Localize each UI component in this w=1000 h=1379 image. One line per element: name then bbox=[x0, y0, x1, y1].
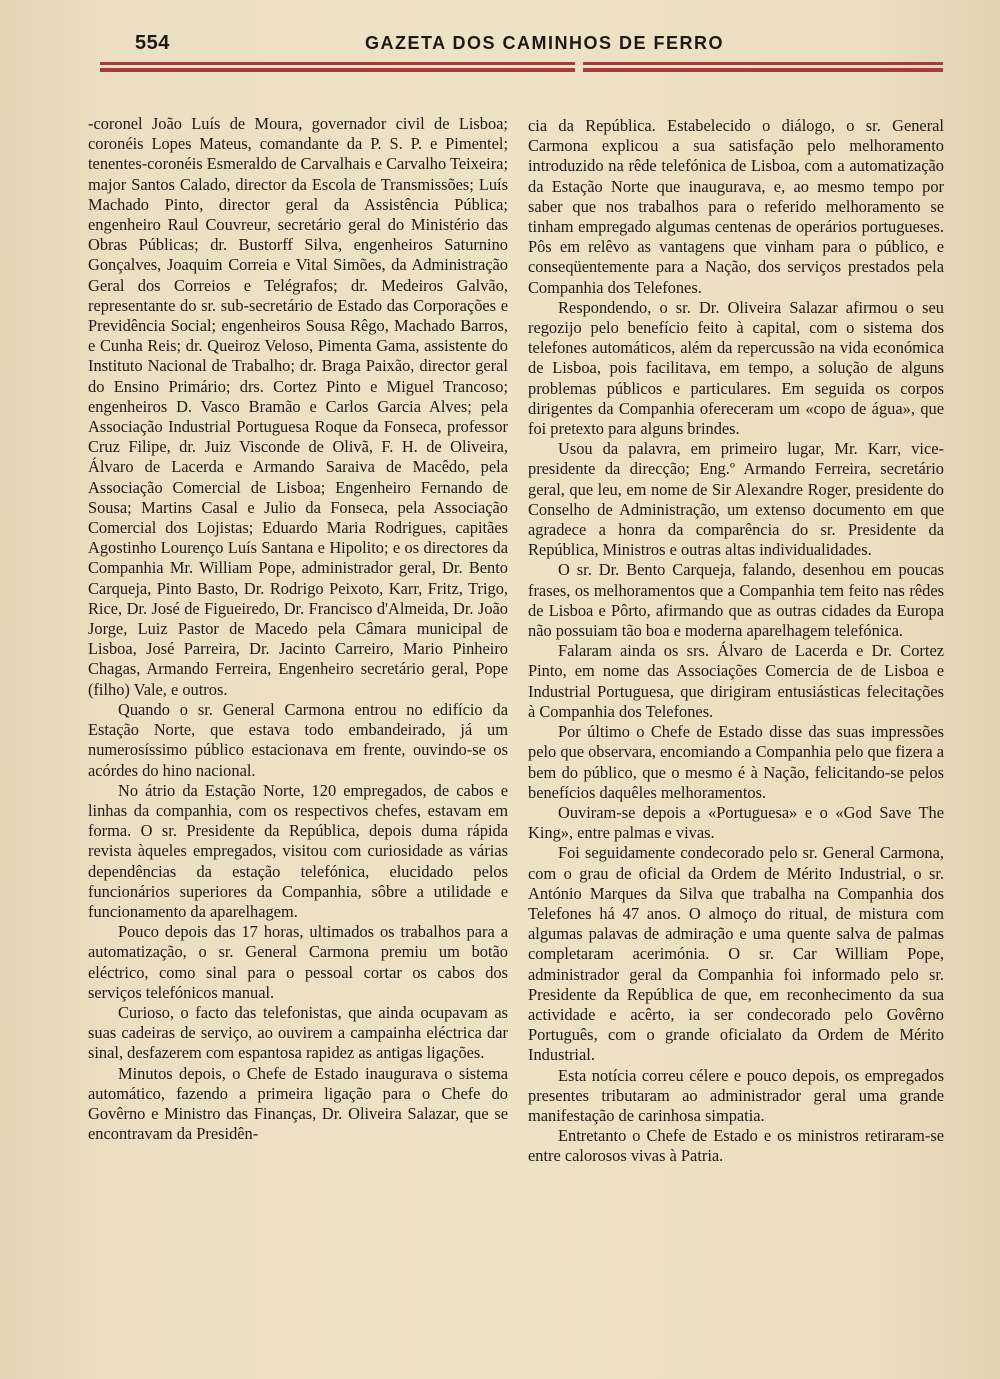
paragraph: Falaram ainda os srs. Álvaro de Lacerda e Dr. Cortez Pinto, em nome das Associações Comercia de de Lisboa e Industrial Portuguesa, que dirigiram entusiásticas felecitações à Companhia dos Telefones. bbox=[528, 641, 944, 721]
paragraph: Usou da palavra, em primeiro lugar, Mr. Karr, vice-presidente da direcção; Eng.º Armando Ferreira, secretário geral, que leu, em nome de Sir Alexandre Roger, presidente do Conselho de Administração, um extenso documento em que agradece a honra da comparência do sr. Presidente da República, Ministros e outras altas individualidades. bbox=[528, 439, 944, 560]
paragraph: No átrio da Estação Norte, 120 empregados, de cabos e linhas da companhia, com os respectivos chefes, estavam em forma. O sr. Presidente da República, depois duma rápida revista àqueles empregados, visitou com curiosidade as várias dependências da estação telefónica, elucidado pelos funcionários superiores da Companhia, sôbre a utilidade e funcionamento da aparelhagem. bbox=[88, 780, 508, 921]
paragraph: Por último o Chefe de Estado disse das suas impressões pelo que observara, encomiando a Companhia pelo que fizera a bem do público, que o mesmo é à Nação, felicitando-se pelos benefícios daquêles melhoramentos. bbox=[528, 722, 944, 802]
left-column bbox=[88, 114, 508, 1144]
right-column bbox=[528, 116, 944, 1167]
header-rule-bottom bbox=[100, 68, 943, 72]
paragraph: Respondendo, o sr. Dr. Oliveira Salazar afirmou o seu regozijo pelo benefício feito à capital, com o sistema dos telefones automáticos, além da repercussão na vida económica de Lisboa, pois facilitava, em tempo, a solução de alguns problemas públicos e particulares. Em seguida os corpos dirigentes da Companhia ofereceram um «copo de água», que foi pretexto para alguns brindes. bbox=[528, 297, 944, 439]
paragraph: Quando o sr. General Carmona entrou no edifício da Estação Norte, que estava todo embandeirado, já um numerosíssimo público estacionava em frente, ouvindo-se os acórdes do hino nacional. bbox=[88, 699, 508, 780]
paragraph: O sr. Dr. Bento Carqueja, falando, desenhou em poucas frases, os melhoramentos que a Companhia tem feito nas rêdes de Lisboa e Pôrto, afirmando que as outras cidades da Europa não possuiam tão boa e moderna aparelhagem telefónica. bbox=[528, 560, 944, 641]
paragraph: Foi seguidamente condecorado pelo sr. General Carmona, com o grau de oficial da Ordem de Mérito Industrial, o sr. António Marques da Silva que trabalha na Companhia dos Telefones há 47 anos. O almoço do ritual, de mistura com algumas palavas de admiração e uma quente salva de palmas completaram acerimónia. O sr. Car William Pope, administrador geral da Companhia foi informado pelo sr. Presidente da República de que, em reconhecimento da sua actividade e acêrto, ia ser condecorado pelo Govêrno Português, com o grande oficialato da Ordem de Mérito Industrial. bbox=[528, 843, 944, 1065]
paragraph: Entretanto o Chefe de Estado e os ministros retiraram-se entre calorosos vivas à Patria. bbox=[528, 1126, 944, 1166]
paragraph: Pouco depois das 17 horas, ultimados os trabalhos para a automatização, o sr. General Carmona premiu um botão eléctrico, como sinal para o pessoal cortar os cabos dos serviços telefónicos manual. bbox=[88, 922, 508, 1002]
header-rule-gap bbox=[575, 62, 583, 72]
paragraph: Esta notícia correu célere e pouco depois, os empregados presentes tributaram ao administrador geral uma grande manifestação de carinhosa simpatia. bbox=[528, 1065, 944, 1125]
paragraph: Ouviram-se depois a «Portuguesa» e o «God Save The King», entre palmas e vivas. bbox=[528, 802, 944, 843]
paragraph: Minutos depois, o Chefe de Estado inaugurava o sistema automático, fazendo a primeira ligação para o Chefe do Govêrno e Ministro das Finanças, Dr. Oliveira Salazar, que se encontravam da Presidên- bbox=[88, 1063, 508, 1144]
paragraph: cia da República. Estabelecido o diálogo, o sr. General Carmona explicou a sua satisfação pelo melhoramento introduzido na rêde telefónica de Lisboa, com a automatização da Estação Norte que inaugurava, e, ao mesmo tempo por saber que nos trabalhos para o referido melhoramento se tinham empregado algumas centenas de operários portugueses. Pôs em relêvo as vantagens que vinham para o público, e conseqüentemente para a Nação, dos serviços prestados pela Companhia dos Telefones. bbox=[528, 116, 944, 297]
page-header bbox=[100, 30, 945, 60]
paragraph: -coronel João Luís de Moura, governador civil de Lisboa; coronéis Lopes Mateus, comandante da P. S. P. e Pimentel; tenentes-coronéis Esmeraldo de Carvalhais e Carvalho Teixeira; major Santos Calado, director da Escola de Transmissões; Luís Machado Pinto, director geral da Assistência Pública; engenheiro Raul Couvreur, secretário geral do Ministério das Obras Públicas; dr. Bustorff Silva, engenheiros Saturnino Gonçalves, Joaquim Correia e Vital Simões, da Administração Geral dos Correios e Telégrafos; dr. Medeiros Galvão, representante do sr. sub-secretário de Estado das Corporações e Previdência Social; engenheiros Sousa Rêgo, Machado Barros, e Cunha Reis; dr. Queiroz Veloso, Pimenta Gama, assistente do Instituto Nacional de Trabalho; dr. Braga Paixão, director geral do Ensino Primário; drs. Cortez Pinto e Miguel Trancoso; engenheiros D. Vasco Bramão e Carlos Garcia Alves; pela Associação Industrial Portuguesa Roque da Fonseca, professor Cruz Filipe, dr. Juiz Visconde de Olivã, F. H. de Oliveira, Álvaro de Lacerda e Armando Saraiva de Macêdo, pela Associação Comercial de Lisboa; Engenheiro Fernando de Sousa; Martins Casal e Julio da Fonseca, pela Associação Comercial dos Lojistas; Eduardo Maria Rodrigues, capitães Agostinho Lourenço Luís Santana e Hipolito; e os directores da Companhia Mr. William Pope, administrador geral, Dr. Bento Carqueja, Pinto Basto, Dr. Rodrigo Peixoto, Karr, Fritz, Trigo, Rice, Dr. José de Figueiredo, Dr. Francisco d'Almeida, Dr. João Jorge, Luiz Pastor de Macedo pela Câmara municipal de Lisboa, José Parreira, Dr. Jacinto Carreiro, Mario Pinheiro Chagas, Armando Ferreira, Engenheiro secretário geral, Pope (filho) Vale, e outros. bbox=[88, 114, 508, 699]
page-number: 554 bbox=[135, 32, 170, 54]
header-rule-top bbox=[100, 62, 943, 65]
paragraph: Curioso, o facto das telefonistas, que ainda ocupavam as suas cadeiras de serviço, ao ouvirem a campainha eléctrica dar sinal, desfazerem com espantosa rapidez as antigas ligações. bbox=[88, 1002, 508, 1063]
journal-title: GAZETA DOS CAMINHOS DE FERRO bbox=[365, 33, 725, 53]
